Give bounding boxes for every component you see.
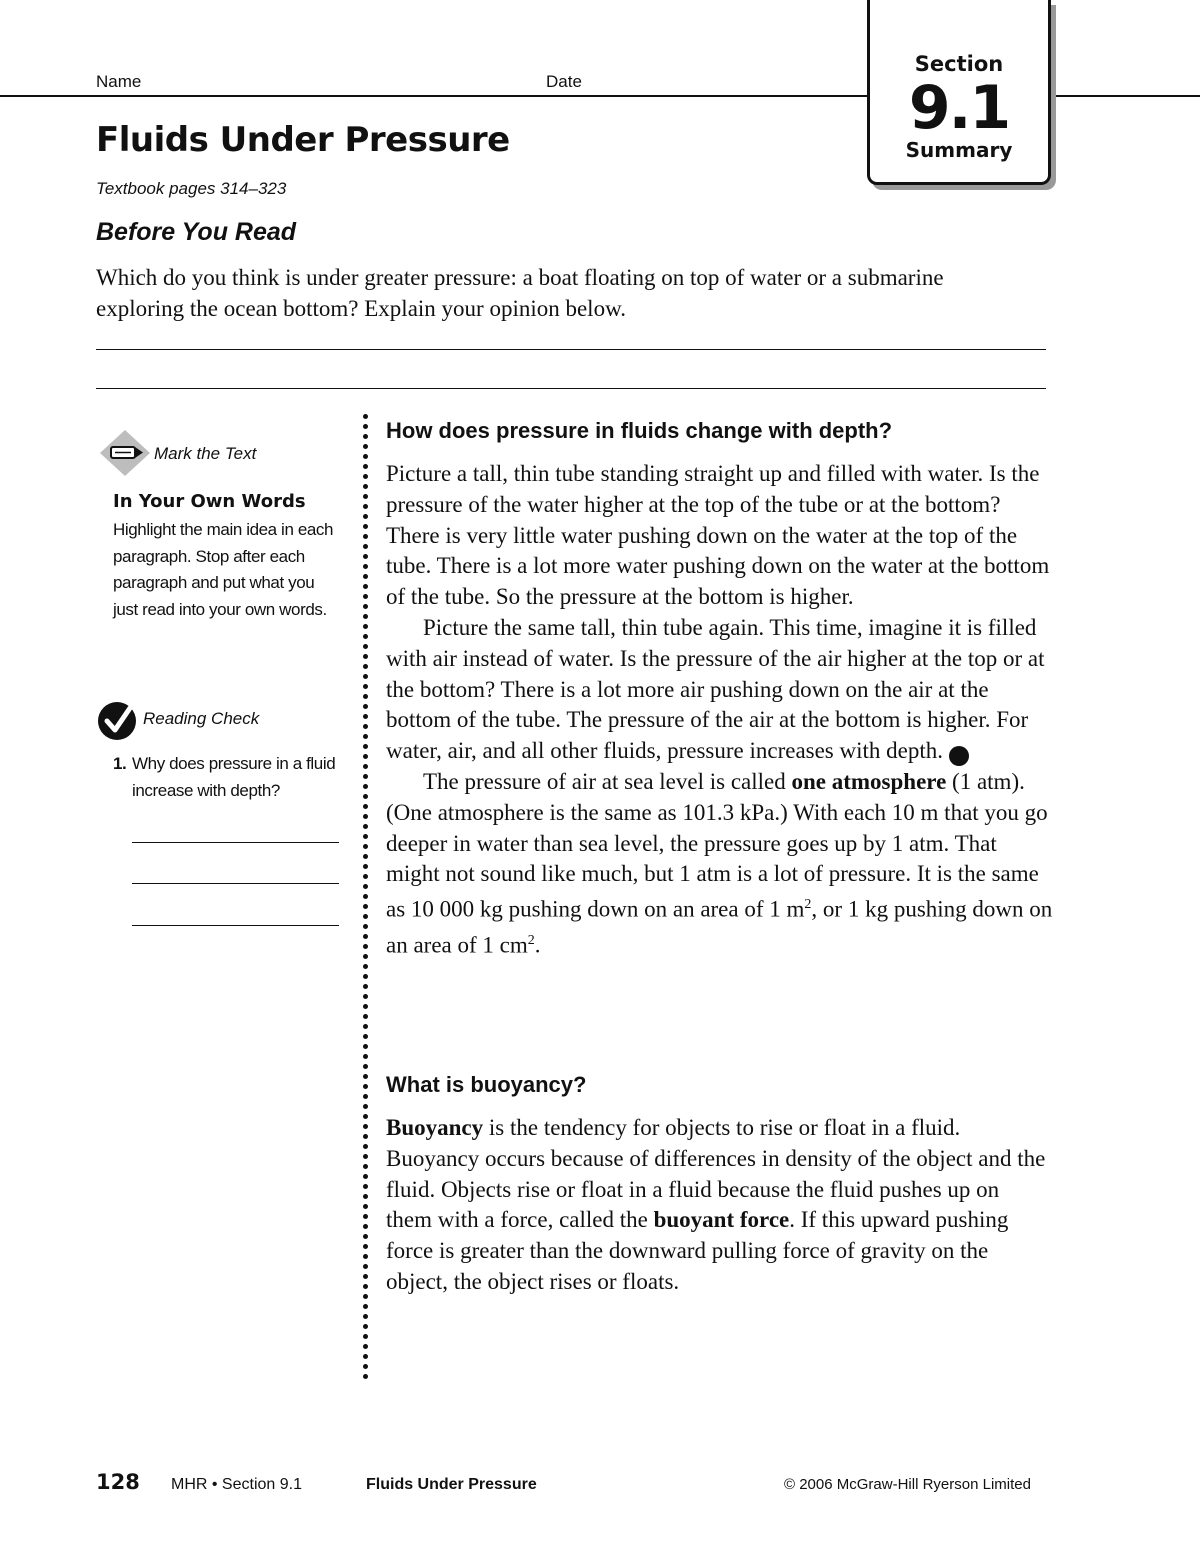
reading-check-callout (97, 700, 337, 742)
section1-paragraph-1: Picture a tall, thin tube standing straight up and filled with water. Is the pressure of the water higher at the top of the tube or at the bottom? There is very little water pushing down on the water at the top of the tube. There is a lot more water pushing down on the water at the bottom of the tube. So the pressure at the bottom is higher. (386, 461, 1050, 610)
reading-check-answer-line-1[interactable] (132, 842, 339, 843)
footer-section-ref: MHR • Section 9.1 (171, 1476, 302, 1493)
section1-body (386, 459, 1054, 961)
reading-check-marker-icon: ✔ (949, 746, 969, 766)
own-words-text: Highlight the main idea in each paragraph. Stop after each paragraph and put what you just read into your own words. (113, 520, 334, 619)
section2-text-b: . If this upward pushing force is greater than the downward pulling force of gravity on the object, the object rises or floats. (386, 1207, 1009, 1294)
check-icon (97, 700, 139, 742)
section2-text-a: is the tendency for objects to rise or float in a fluid. Buoyancy occurs because of differences in density of the object and the fluid. Objects rise or float in a fluid because the fluid pushes up on them with a force, called the (386, 1115, 1046, 1233)
section1-heading: How does pressure in fluids change with depth? (386, 418, 893, 443)
p3-text-c: , or 1 kg pushing down on an area of 1 cm (386, 896, 1053, 958)
section-word: Section (914, 52, 1004, 76)
own-words-heading: In Your Own Words (113, 491, 306, 512)
name-label: Name (96, 72, 142, 91)
pencil-icon (98, 428, 152, 478)
p3-text-b: (1 atm). (One atmosphere is the same as 101.3 kPa.) With each 10 m that you go deeper in water than sea level, the pressure goes up by 1 atm. That might not sound like much, but 1 atm is a lot of pressure. It is the same as 10 000 kg pushing down on an area of 1 m (386, 768, 1048, 922)
page-title: Fluids Under Pressure (96, 120, 510, 160)
footer-page-number: 128 (96, 1470, 140, 1494)
footer-chapter-title: Fluids Under Pressure (366, 1476, 537, 1493)
footer-copyright: © 2006 McGraw-Hill Ryerson Limited (784, 1476, 1031, 1493)
section1-paragraph-3 (386, 767, 1054, 961)
header-rule-right (1045, 95, 1200, 97)
before-you-read-prompt: Which do you think is under greater pressure: a boat floating on top of water or a submarine exploring the ocean bottom? Explain your opinion below. (96, 265, 944, 321)
section2-body (386, 1113, 1046, 1298)
date-label: Date (546, 72, 582, 91)
section2-heading: What is buoyancy? (386, 1072, 587, 1097)
header-rule-left (0, 95, 870, 97)
reading-check-label: Reading Check (143, 709, 260, 728)
section-kind: Summary (905, 138, 1013, 162)
textbook-pages: Textbook pages 314–323 (96, 179, 287, 198)
term-one-atmosphere: one atmosphere (791, 768, 947, 794)
column-divider (363, 414, 368, 1380)
p3-superscript-2: 2 (527, 932, 535, 948)
p3-text-a: The pressure of air at sea level is called (423, 768, 792, 794)
mark-the-text-callout (98, 428, 338, 478)
section2-paragraph (386, 1113, 1046, 1298)
question-text: Why does pressure in a fluid increase with depth? (132, 754, 336, 800)
section-number: 9.1 (908, 73, 1010, 143)
mark-the-text-label: Mark the Text (154, 444, 257, 463)
before-you-read-heading: Before You Read (96, 218, 297, 246)
reading-check-answer-line-2[interactable] (132, 883, 339, 884)
term-buoyancy: Buoyancy (386, 1115, 484, 1140)
term-buoyant-force: buoyant force (653, 1207, 790, 1233)
reading-check-answer-line-3[interactable] (132, 925, 339, 926)
answer-line-2[interactable] (96, 388, 1046, 389)
answer-line-1[interactable] (96, 349, 1046, 350)
p3-superscript-1: 2 (804, 897, 812, 913)
p3-text-d: . (534, 932, 541, 958)
question-number: 1. (113, 754, 127, 773)
section-badge (867, 0, 1051, 185)
section1-paragraph-2-text: Picture the same tall, thin tube again. This time, imagine it is filled with air instead of water. Is the pressure of the air higher at the top or at the bottom? There is a lot more air pushing down on the air at the bottom of the tube. The pressure of the air at the bottom is higher. For water, air, and all other fluids, pressure increases with depth. (386, 614, 1045, 764)
section1-paragraph-2 (386, 613, 1054, 767)
